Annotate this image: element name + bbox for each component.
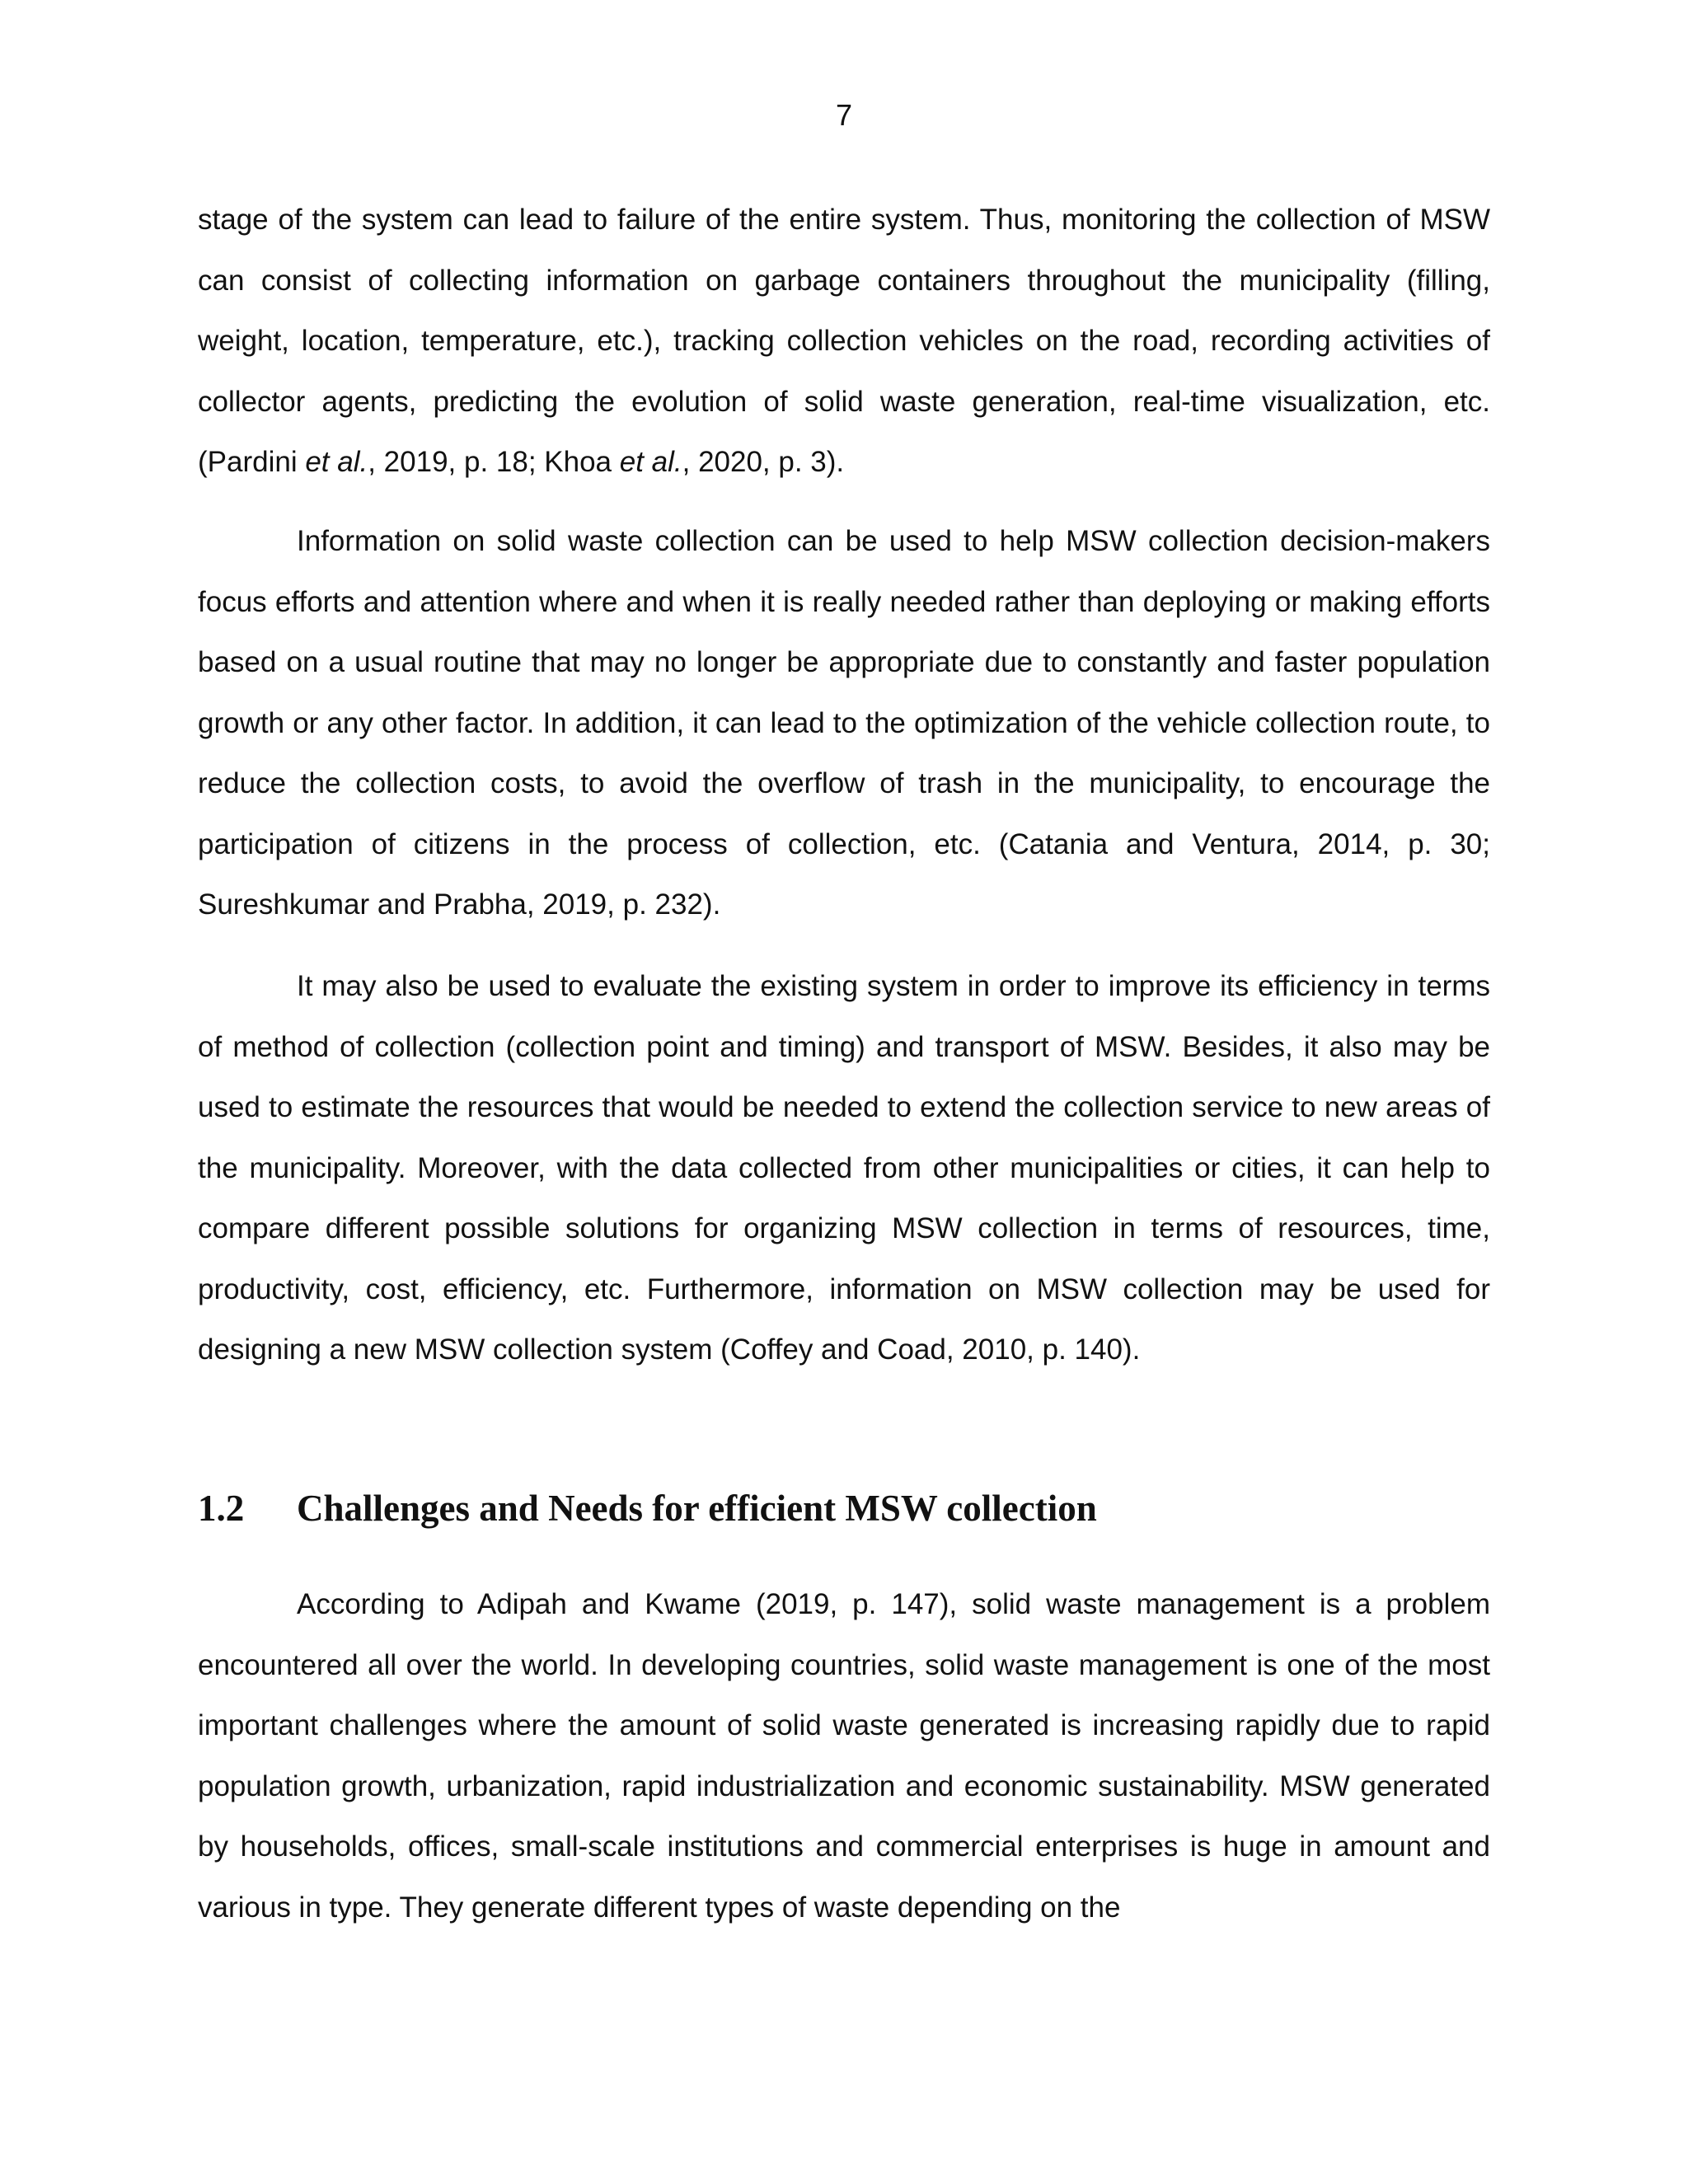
section-heading [198,1483,1490,1533]
paragraph-4: According to Adipah and Kwame (2019, p. 147), solid waste management is a problem encountered all over the world. In developing countries, solid waste management is one of the most important challenges where the amount of solid waste generated is increasing rapidly due to rapid population growth, urbanization, rapid industrialization and economic sustainability. MSW generated by households, offices, small-scale institutions and commercial enterprises is huge in amount and various in type. They generate different types of waste depending on the [198,1588,1490,1924]
paragraph-1-seg-2: , 2019, p. 18; Khoa [368,446,620,478]
page-number: 7 [835,98,853,132]
section-title: Challenges and Needs for efficient MSW collection [297,1488,1097,1529]
paragraph-1-seg-1: et al. [305,446,368,478]
paragraph-1-seg-0: stage of the system can lead to failure of the entire system. Thus, monitoring the collection of MSW can consist of collecting information on garbage containers throughout the municipality (filling, weight, location, temperature, etc.), tracking collection vehicles on the road, recording activities of collector agents, predicting the evolution of solid waste generation, real-time visualization, etc. (Pardini [198,204,1490,478]
paragraph-2: Information on solid waste collection can be used to help MSW collection decision-makers focus efforts and attention where and when it is really needed rather than deploying or making efforts based on a usual routine that may no longer be appropriate due to constantly and faster population growth or any other factor. In addition, it can lead to the optimization of the vehicle collection route, to reduce the collection costs, to avoid the overflow of trash in the municipality, to encourage the participation of citizens in the process of collection, etc. (Catania and Ventura, 2014, p. 30; Sureshkumar and Prabha, 2019, p. 232). [198,525,1490,921]
paragraph-1 [198,190,1490,493]
paragraph-1-seg-4: , 2020, p. 3). [682,446,845,478]
paragraph-1-seg-3: et al. [619,446,682,478]
section-number: 1.2 [198,1488,245,1529]
paragraph-3: It may also be used to evaluate the existing system in order to improve its efficiency in terms of method of collection (collection point and timing) and transport of MSW. Besides, it also may be used to estimate the resources that would be needed to extend the collection service to new areas of the municipality. Moreover, with the data collected from other municipalities or cities, it can help to compare different possible solutions for organizing MSW collection in terms of resources, time, productivity, cost, efficiency, etc. Furthermore, information on MSW collection may be used for designing a new MSW collection system (Coffey and Coad, 2010, p. 140). [198,970,1490,1366]
